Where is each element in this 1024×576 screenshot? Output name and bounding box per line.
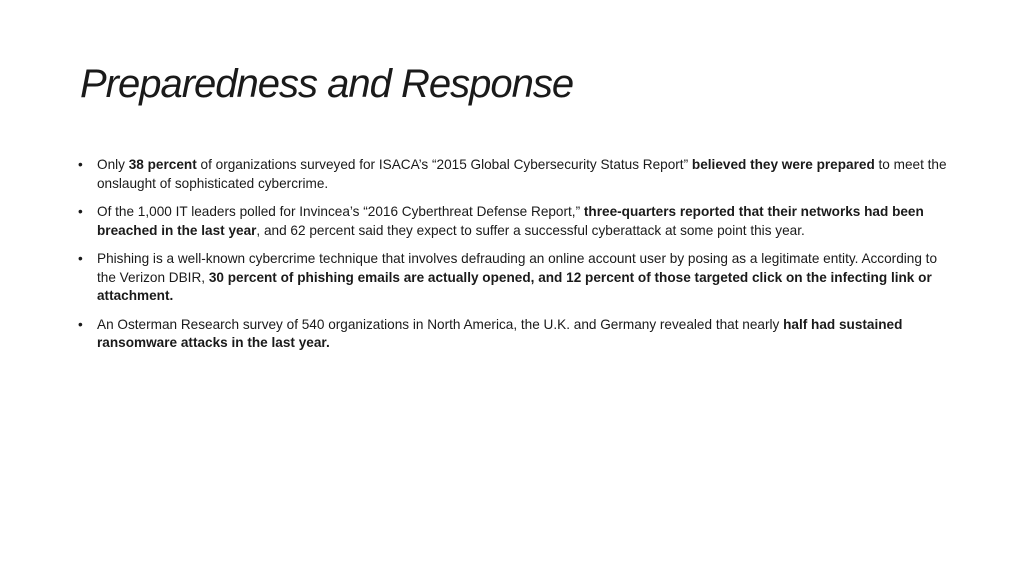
bullet-text-emphasis: three-quarters reported that their networks had been breached in the last year bbox=[97, 204, 924, 238]
bullet-icon: • bbox=[78, 251, 83, 266]
bullet-icon: • bbox=[78, 204, 83, 219]
bullet-item bbox=[78, 250, 948, 306]
slide-title: Preparedness and Response bbox=[80, 62, 574, 106]
bullet-list bbox=[78, 156, 948, 363]
bullet-item bbox=[78, 316, 948, 353]
bullet-text-segment: of organizations surveyed for ISACA’s “2015 Global Cybersecurity Status Report” bbox=[196, 157, 692, 172]
bullet-text-segment: Phishing is a well-known cybercrime technique that involves defrauding an online account user by posing as a legitimate entity. According to the Verizon DBIR, bbox=[97, 251, 938, 285]
bullet-text-segment: Of the 1,000 IT leaders polled for Invincea’s “2016 Cyberthreat Defense Report,” bbox=[97, 204, 584, 219]
bullet-text-emphasis: half had sustained ransomware attacks in the last year. bbox=[97, 316, 903, 350]
bullet-text-segment: Only bbox=[97, 157, 129, 172]
bullet-text-segment: An Osterman Research survey of 540 organizations in North America, the U.K. and Germany revealed that nearly bbox=[97, 316, 784, 332]
bullet-text-emphasis: 30 percent of phishing emails are actually opened, and 12 percent of those targeted click on the infecting link or attachment. bbox=[97, 269, 932, 303]
bullet-text-segment: to meet the onslaught of sophisticated cybercrime. bbox=[97, 157, 947, 191]
bullet-text-segment: , and 62 percent said they expect to suffer a successful cyberattack at some point this year. bbox=[256, 222, 805, 238]
bullet-text-emphasis: 38 percent bbox=[128, 157, 197, 172]
bullet-icon: • bbox=[78, 316, 83, 332]
bullet-text bbox=[97, 317, 902, 351]
bullet-icon: • bbox=[78, 157, 83, 172]
bullet-text bbox=[97, 204, 924, 238]
bullet-text bbox=[97, 251, 937, 303]
bullet-item bbox=[78, 156, 948, 193]
bullet-text-emphasis: believed they were prepared bbox=[691, 157, 875, 172]
bullet-text bbox=[97, 157, 947, 191]
bullet-item bbox=[78, 203, 948, 240]
